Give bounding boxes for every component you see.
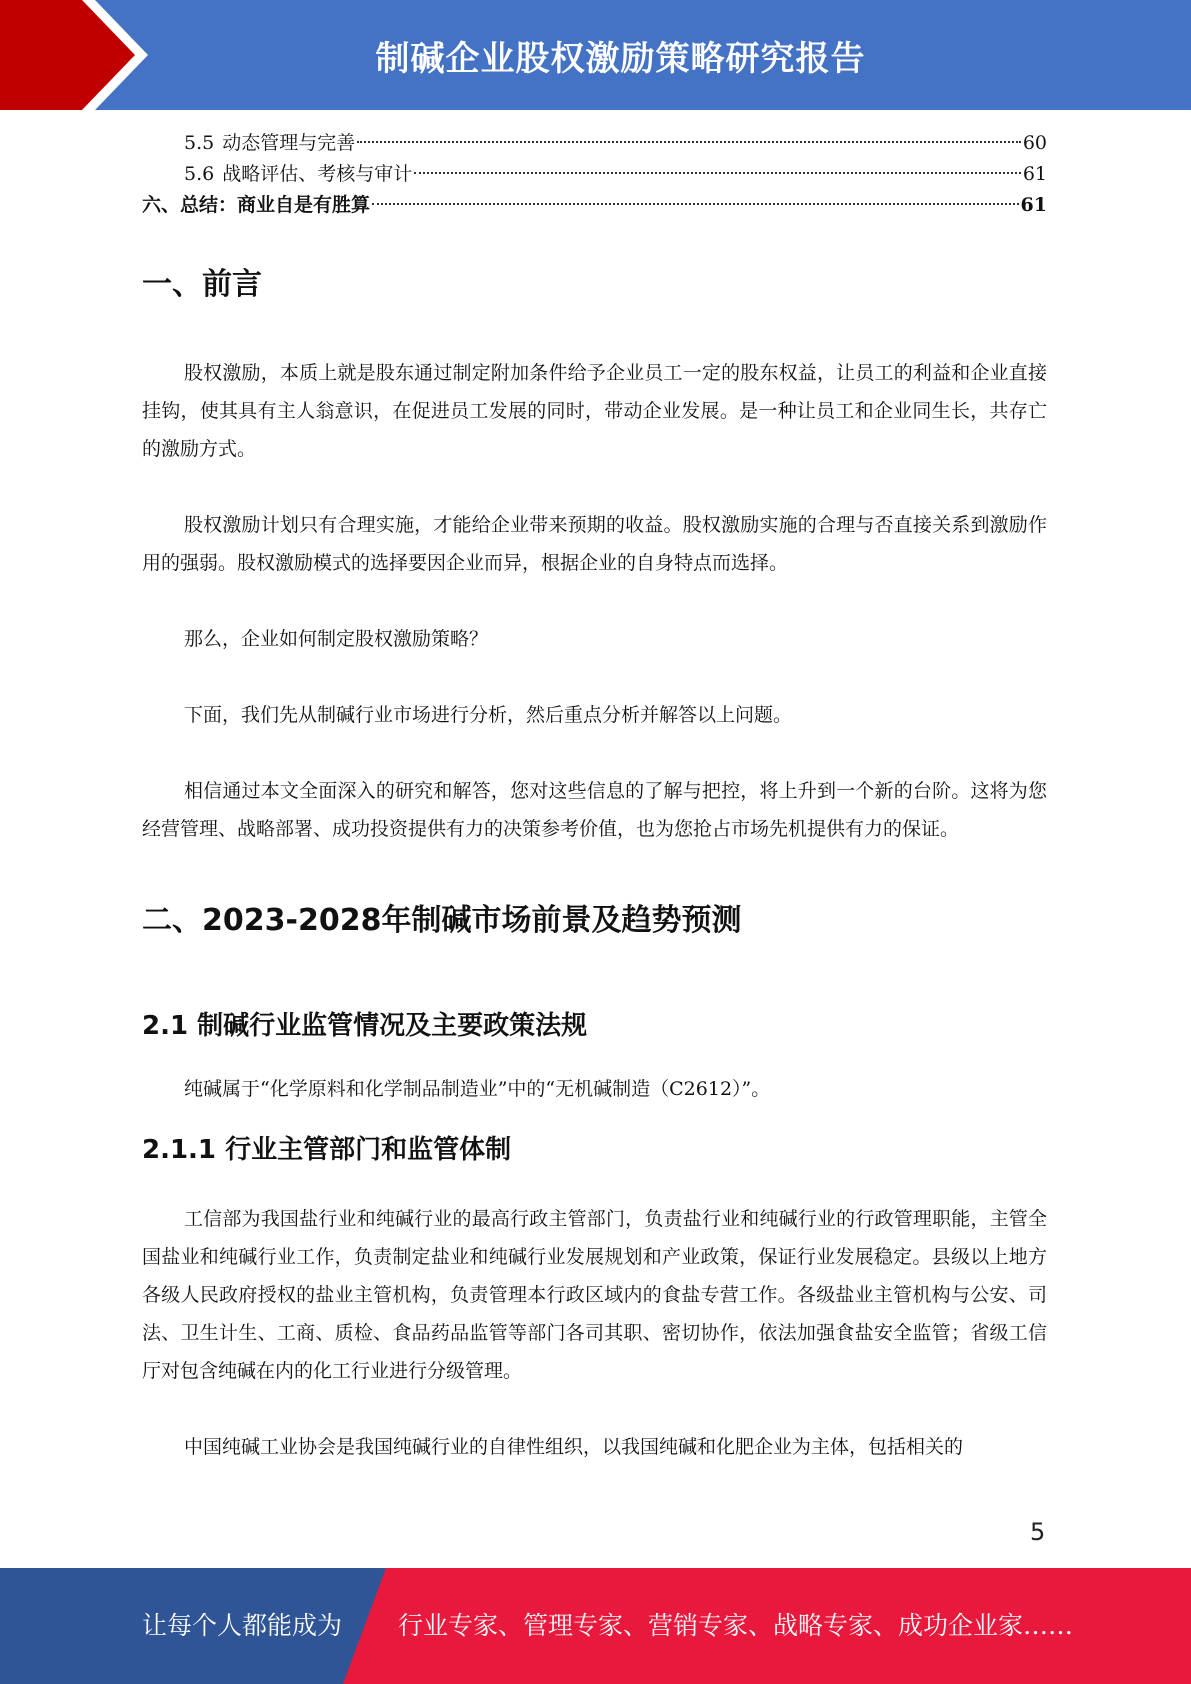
toc-entry-number: 5.5 [184, 132, 215, 154]
document-title: 制碱企业股权激励策略研究报告 [375, 38, 866, 79]
section-heading: 一、前言 [142, 267, 262, 302]
toc-entry[interactable] [142, 128, 1047, 159]
toc-entry[interactable] [142, 190, 1047, 221]
toc-leader-dots [357, 141, 1021, 143]
toc-entry-page: 60 [1022, 132, 1047, 154]
toc-leader-dots [372, 203, 1019, 205]
subsection-heading: 2.1.1 行业主管部门和监管体制 [142, 1135, 512, 1165]
paragraph: 工信部为我国盐行业和纯碱行业的最高行政主管部门，负责盐行业和纯碱行业的行政管理职能，主管全国盐业和纯碱行业工作，负责制定盐业和纯碱行业发展规划和产业政策，保证行业发展稳定。县级以上地方各级人民政府授权的盐业主管机构，负责管理本行政区域内的食盐专营工作。各级盐业主管机构与公安、司法、卫生计生、工商、质检、食品药品监管等部门各司其职、密切协作，依法加强食盐安全监管；省级工信厅对包含纯碱在内的化工行业进行分级管理。 [142, 1208, 1047, 1382]
toc-entry-number: 5.6 [184, 163, 215, 185]
table-of-contents [142, 128, 1047, 221]
toc-entry-text: 战略评估、考核与审计 [222, 163, 413, 185]
footer-slogan-right: 行业专家、管理专家、营销专家、战略专家、成功企业家…… [398, 1611, 1074, 1640]
paragraph: 股权激励计划只有合理实施，才能给企业带来预期的收益。股权激励实施的合理与否直接关系到激励作用的强弱。股权激励模式的选择要因企业而异，根据企业的自身特点而选择。 [142, 514, 1047, 574]
toc-entry-text: 动态管理与完善 [222, 132, 356, 154]
footer-slogan-left: 让每个人都能成为 [142, 1611, 343, 1640]
header-band [0, 0, 1191, 110]
paragraph: 纯碱属于“化学原料和化学制品制造业”中的“无机碱制造（C2612）”。 [184, 1078, 771, 1100]
paragraph: 下面，我们先从制碱行业市场进行分析，然后重点分析并解答以上问题。 [184, 704, 793, 726]
paragraph: 股权激励，本质上就是股东通过制定附加条件给予企业员工一定的股东权益，让员工的利益和企业直接挂钩，使其具有主人翁意识，在促进员工发展的同时，带动企业发展。是一种让员工和企业同生长，共存亡的激励方式。 [142, 362, 1047, 460]
page-number: 5 [1030, 1518, 1046, 1546]
document-body [142, 258, 1047, 1466]
paragraph: 相信通过本文全面深入的研究和解答，您对这些信息的了解与把控，将上升到一个新的台阶。这将为您经营管理、战略部署、成功投资提供有力的决策参考价值，也为您抢占市场先机提供有力的保证。 [142, 780, 1047, 840]
toc-leader-dots [414, 172, 1021, 174]
section-heading: 二、2023-2028年制碱市场前景及趋势预测 [142, 903, 742, 938]
toc-entry[interactable] [142, 159, 1047, 190]
subsection-heading: 2.1 制碱行业监管情况及主要政策法规 [142, 1011, 588, 1041]
toc-entry-page: 61 [1022, 163, 1047, 185]
paragraph: 中国纯碱工业协会是我国纯碱行业的自律性组织，以我国纯碱和化肥企业为主体，包括相关的 [184, 1436, 964, 1458]
paragraph: 那么，企业如何制定股权激励策略？ [184, 628, 489, 650]
toc-entry-text: 六、总结：商业自是有胜算 [142, 194, 371, 216]
footer-band [0, 1568, 1191, 1684]
toc-entry-page: 61 [1020, 194, 1047, 216]
